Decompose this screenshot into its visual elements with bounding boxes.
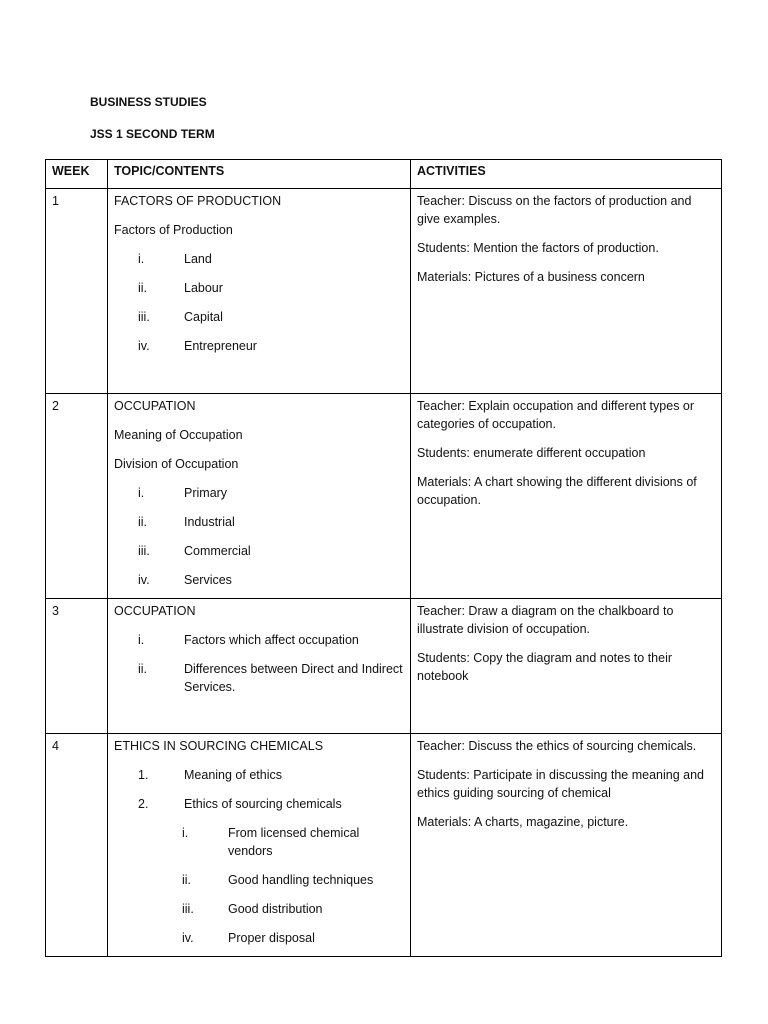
activity-materials: Materials: A chart showing the different divisions of occupation. <box>417 475 697 507</box>
list-text: Industrial <box>184 515 235 529</box>
activity-students: Students: Participate in discussing the meaning and ethics guiding sourcing of chemical <box>417 768 704 800</box>
topic-cell <box>108 599 411 734</box>
topic-cell <box>108 394 411 599</box>
column-header-topic: TOPIC/CONTENTS <box>108 160 411 189</box>
list-text: Commercial <box>184 544 251 558</box>
list-number: iv. <box>138 339 150 353</box>
list-item <box>114 766 404 784</box>
list-number: ii. <box>138 515 148 529</box>
scheme-of-work-table <box>45 159 722 957</box>
week-number: 2 <box>46 394 108 599</box>
list-item <box>114 795 404 813</box>
list-number: ii. <box>138 281 148 295</box>
topic-cell <box>108 189 411 394</box>
activity-materials: Materials: Pictures of a business concern <box>417 270 645 284</box>
activities-cell <box>411 189 722 394</box>
topic-line: Meaning of Occupation <box>114 428 243 442</box>
list-number: i. <box>182 826 189 840</box>
activity-teacher: Teacher: Draw a diagram on the chalkboard to illustrate division of occupation. <box>417 604 674 636</box>
activity-students: Students: Copy the diagram and notes to their notebook <box>417 651 673 683</box>
sub-list-item <box>160 824 404 860</box>
topic-title: ETHICS IN SOURCING CHEMICALS <box>114 739 324 753</box>
list-number: iii. <box>182 902 194 916</box>
list-number: iii. <box>138 544 150 558</box>
list-text: Land <box>184 252 212 266</box>
column-header-week: WEEK <box>46 160 108 189</box>
list-text: Capital <box>184 310 223 324</box>
activities-cell <box>411 394 722 599</box>
topic-title: OCCUPATION <box>114 604 196 618</box>
week-number: 4 <box>46 734 108 957</box>
document-term: JSS 1 SECOND TERM <box>90 127 215 141</box>
list-text: Services <box>184 573 232 587</box>
sub-list-item <box>160 871 404 889</box>
list-item <box>114 660 404 696</box>
list-text: Differences between Direct and Indirect Services. <box>184 662 403 694</box>
list-item <box>114 513 404 531</box>
topic-line: Division of Occupation <box>114 457 239 471</box>
list-number: iv. <box>182 931 194 945</box>
list-number: 2. <box>138 797 149 811</box>
activities-cell <box>411 734 722 957</box>
list-text: Factors which affect occupation <box>184 633 359 647</box>
column-header-activities: ACTIVITIES <box>411 160 722 189</box>
topic-line: Factors of Production <box>114 223 233 237</box>
document-subject: BUSINESS STUDIES <box>90 95 207 109</box>
list-item <box>114 250 404 268</box>
topic-title: FACTORS OF PRODUCTION <box>114 194 282 208</box>
table-row <box>46 394 722 599</box>
list-item <box>114 542 404 560</box>
table-row <box>46 189 722 394</box>
table-row <box>46 734 722 957</box>
list-text: Meaning of ethics <box>184 768 282 782</box>
week-number: 1 <box>46 189 108 394</box>
activity-teacher: Teacher: Discuss the ethics of sourcing chemicals. <box>417 739 697 753</box>
list-item <box>114 337 404 355</box>
list-number: i. <box>138 252 145 266</box>
activity-teacher: Teacher: Explain occupation and different types or categories of occupation. <box>417 399 695 431</box>
week-number: 3 <box>46 599 108 734</box>
list-text: Good distribution <box>228 902 323 916</box>
list-number: i. <box>138 633 145 647</box>
activities-cell <box>411 599 722 734</box>
activity-students: Students: enumerate different occupation <box>417 446 646 460</box>
sub-list-item <box>160 900 404 918</box>
list-text: Good handling techniques <box>228 873 374 887</box>
list-number: i. <box>138 486 145 500</box>
activity-teacher: Teacher: Discuss on the factors of production and give examples. <box>417 194 692 226</box>
list-text: Primary <box>184 486 228 500</box>
list-number: iii. <box>138 310 150 324</box>
list-number: ii. <box>138 662 148 676</box>
list-text: Entrepreneur <box>184 339 257 353</box>
sub-list-item <box>160 929 404 947</box>
list-number: ii. <box>182 873 192 887</box>
list-text: Labour <box>184 281 223 295</box>
list-number: iv. <box>138 573 150 587</box>
activity-materials: Materials: A charts, magazine, picture. <box>417 815 629 829</box>
list-item <box>114 484 404 502</box>
activity-students: Students: Mention the factors of production. <box>417 241 659 255</box>
list-item <box>114 631 404 649</box>
list-text: Proper disposal <box>228 931 315 945</box>
list-text: Ethics of sourcing chemicals <box>184 797 342 811</box>
list-item <box>114 279 404 297</box>
topic-cell <box>108 734 411 957</box>
table-row <box>46 599 722 734</box>
topic-title: OCCUPATION <box>114 399 196 413</box>
list-item <box>114 571 404 589</box>
list-item <box>114 308 404 326</box>
list-number: 1. <box>138 768 149 782</box>
table-header-row <box>46 160 722 189</box>
sub-list <box>160 824 404 947</box>
list-text: From licensed chemical vendors <box>228 826 360 858</box>
